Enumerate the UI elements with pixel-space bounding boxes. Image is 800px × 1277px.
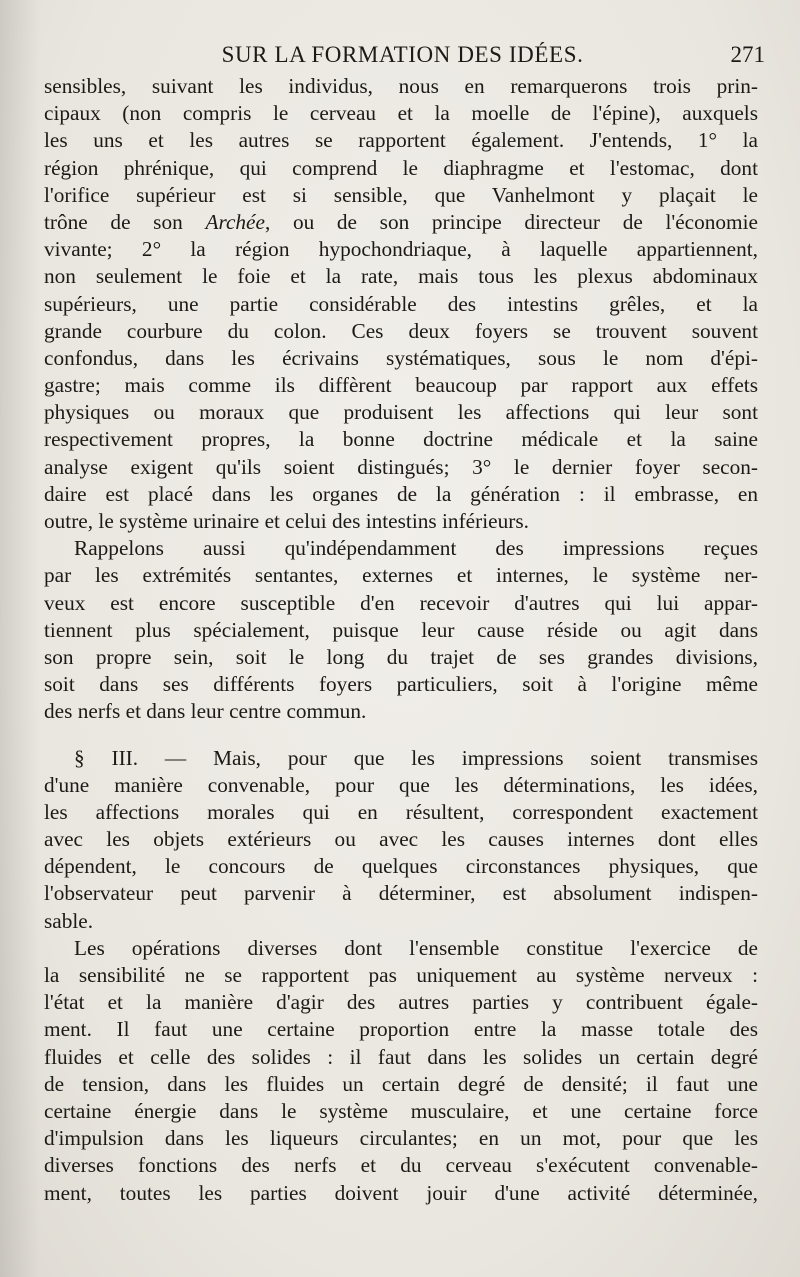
text-line: veux est encore susceptible d'en recevoir d'autres qui lui appar- — [44, 590, 758, 615]
text-line: fluides et celle des solides : il faut dans les solides un certain degré — [44, 1044, 758, 1069]
text-line: Rappelons aussi qu'indépendamment des impressions reçues — [74, 536, 758, 561]
text-line: grande courbure du colon. Ces deux foyers se trouvent souvent — [44, 318, 758, 343]
text-line: analyse exigent qu'ils soient distingués; 3° le dernier foyer secon- — [44, 454, 758, 479]
text-line: avec les objets extérieurs ou avec les causes internes dont elles — [44, 827, 758, 852]
text-line: d'une manière convenable, pour que les déterminations, les idées, — [44, 772, 758, 797]
text-line: dépendent, le concours de quelques circonstances physiques, que — [44, 854, 758, 879]
text-line: tiennent plus spécialement, puisque leur cause réside ou agit dans — [44, 617, 758, 642]
text-line-with-italic — [44, 209, 758, 236]
text-line: les uns et les autres se rapportent également. J'entends, 1° la — [44, 128, 758, 153]
text-line: sensibles, suivant les individus, nous en remarquerons trois prin- — [44, 74, 758, 98]
page-body — [44, 73, 758, 1207]
text-line: Les opérations diverses dont l'ensemble constitue l'exercice de — [74, 935, 758, 960]
text-line: sable. — [44, 908, 94, 933]
text-line: respectivement propres, la bonne doctrine médicale et la saine — [44, 427, 758, 452]
text-segment: trône de son — [44, 209, 206, 234]
text-line: cipaux (non compris le cerveau et la moelle de l'épine), auxquels — [44, 101, 758, 126]
text-line: supérieurs, une partie considérable des intestins grêles, et la — [44, 291, 758, 316]
text-line: ment, toutes les parties doivent jouir d'une activité déterminée, — [44, 1180, 758, 1205]
text-line: l'observateur peut parvenir à déterminer, est absolument indispen- — [44, 881, 758, 906]
text-segment: , ou de son principe directeur de l'économie — [264, 209, 758, 234]
running-title: SUR LA FORMATION DES IDÉES. — [221, 42, 584, 67]
text-line: vivante; 2° la région hypochondriaque, à laquelle appartiennent, — [44, 237, 758, 262]
paragraph-section-3 — [44, 745, 758, 935]
text-line: par les extrémités sentantes, externes et internes, le système ner- — [44, 563, 758, 588]
text-line: la sensibilité ne se rapportent pas uniquement au système nerveux : — [44, 963, 758, 987]
text-line: son propre sein, soit le long du trajet de ses grandes divisions, — [44, 644, 758, 669]
text-line: région phrénique, qui comprend le diaphragme et l'estomac, dont — [44, 155, 758, 180]
text-line: § III. — Mais, pour que les impressions soient transmises — [74, 745, 758, 770]
text-line: physiques ou moraux que produisent les affections qui leur sont — [44, 400, 758, 425]
text-line: soit dans ses différents foyers particuliers, soit à l'origine même — [44, 672, 758, 697]
page-number: 271 — [730, 42, 765, 67]
text-line: l'état et la manière d'agir des autres parties y contribuent égale- — [44, 990, 758, 1015]
text-line: non seulement le foie et la rate, mais tous les plexus abdominaux — [44, 264, 758, 289]
text-line: des nerfs et dans leur centre commun. — [44, 699, 367, 724]
paragraph-4 — [44, 935, 758, 1207]
text-line: gastre; mais comme ils diffèrent beaucoup par rapport aux effets — [44, 373, 758, 398]
text-line: de tension, dans les fluides un certain degré de densité; il faut une — [44, 1071, 758, 1096]
text-line: outre, le système urinaire et celui des intestins inférieurs. — [44, 509, 529, 533]
text-line: diverses fonctions des nerfs et du cerveau s'exécutent convenable- — [44, 1153, 758, 1178]
italic-term: Archée — [205, 209, 265, 234]
text-line: l'orifice supérieur est si sensible, que Vanhelmont y plaçait le — [44, 182, 758, 207]
section-gap — [44, 726, 758, 745]
text-line: daire est placé dans les organes de la génération : il embrasse, en — [44, 481, 758, 506]
text-line: les affections morales qui en résultent, correspondent exactement — [44, 799, 758, 824]
text-line: confondus, dans les écrivains systématiques, sous le nom d'épi- — [44, 345, 758, 370]
text-line: ment. Il faut une certaine proportion entre la masse totale des — [44, 1017, 758, 1042]
page-header — [40, 40, 765, 70]
text-line: certaine énergie dans le système musculaire, et une certaine force — [44, 1098, 758, 1123]
text-line: d'impulsion dans les liqueurs circulantes; en un mot, pour que les — [44, 1126, 758, 1151]
paragraph-2 — [44, 535, 758, 725]
paragraph-1 — [44, 73, 758, 535]
